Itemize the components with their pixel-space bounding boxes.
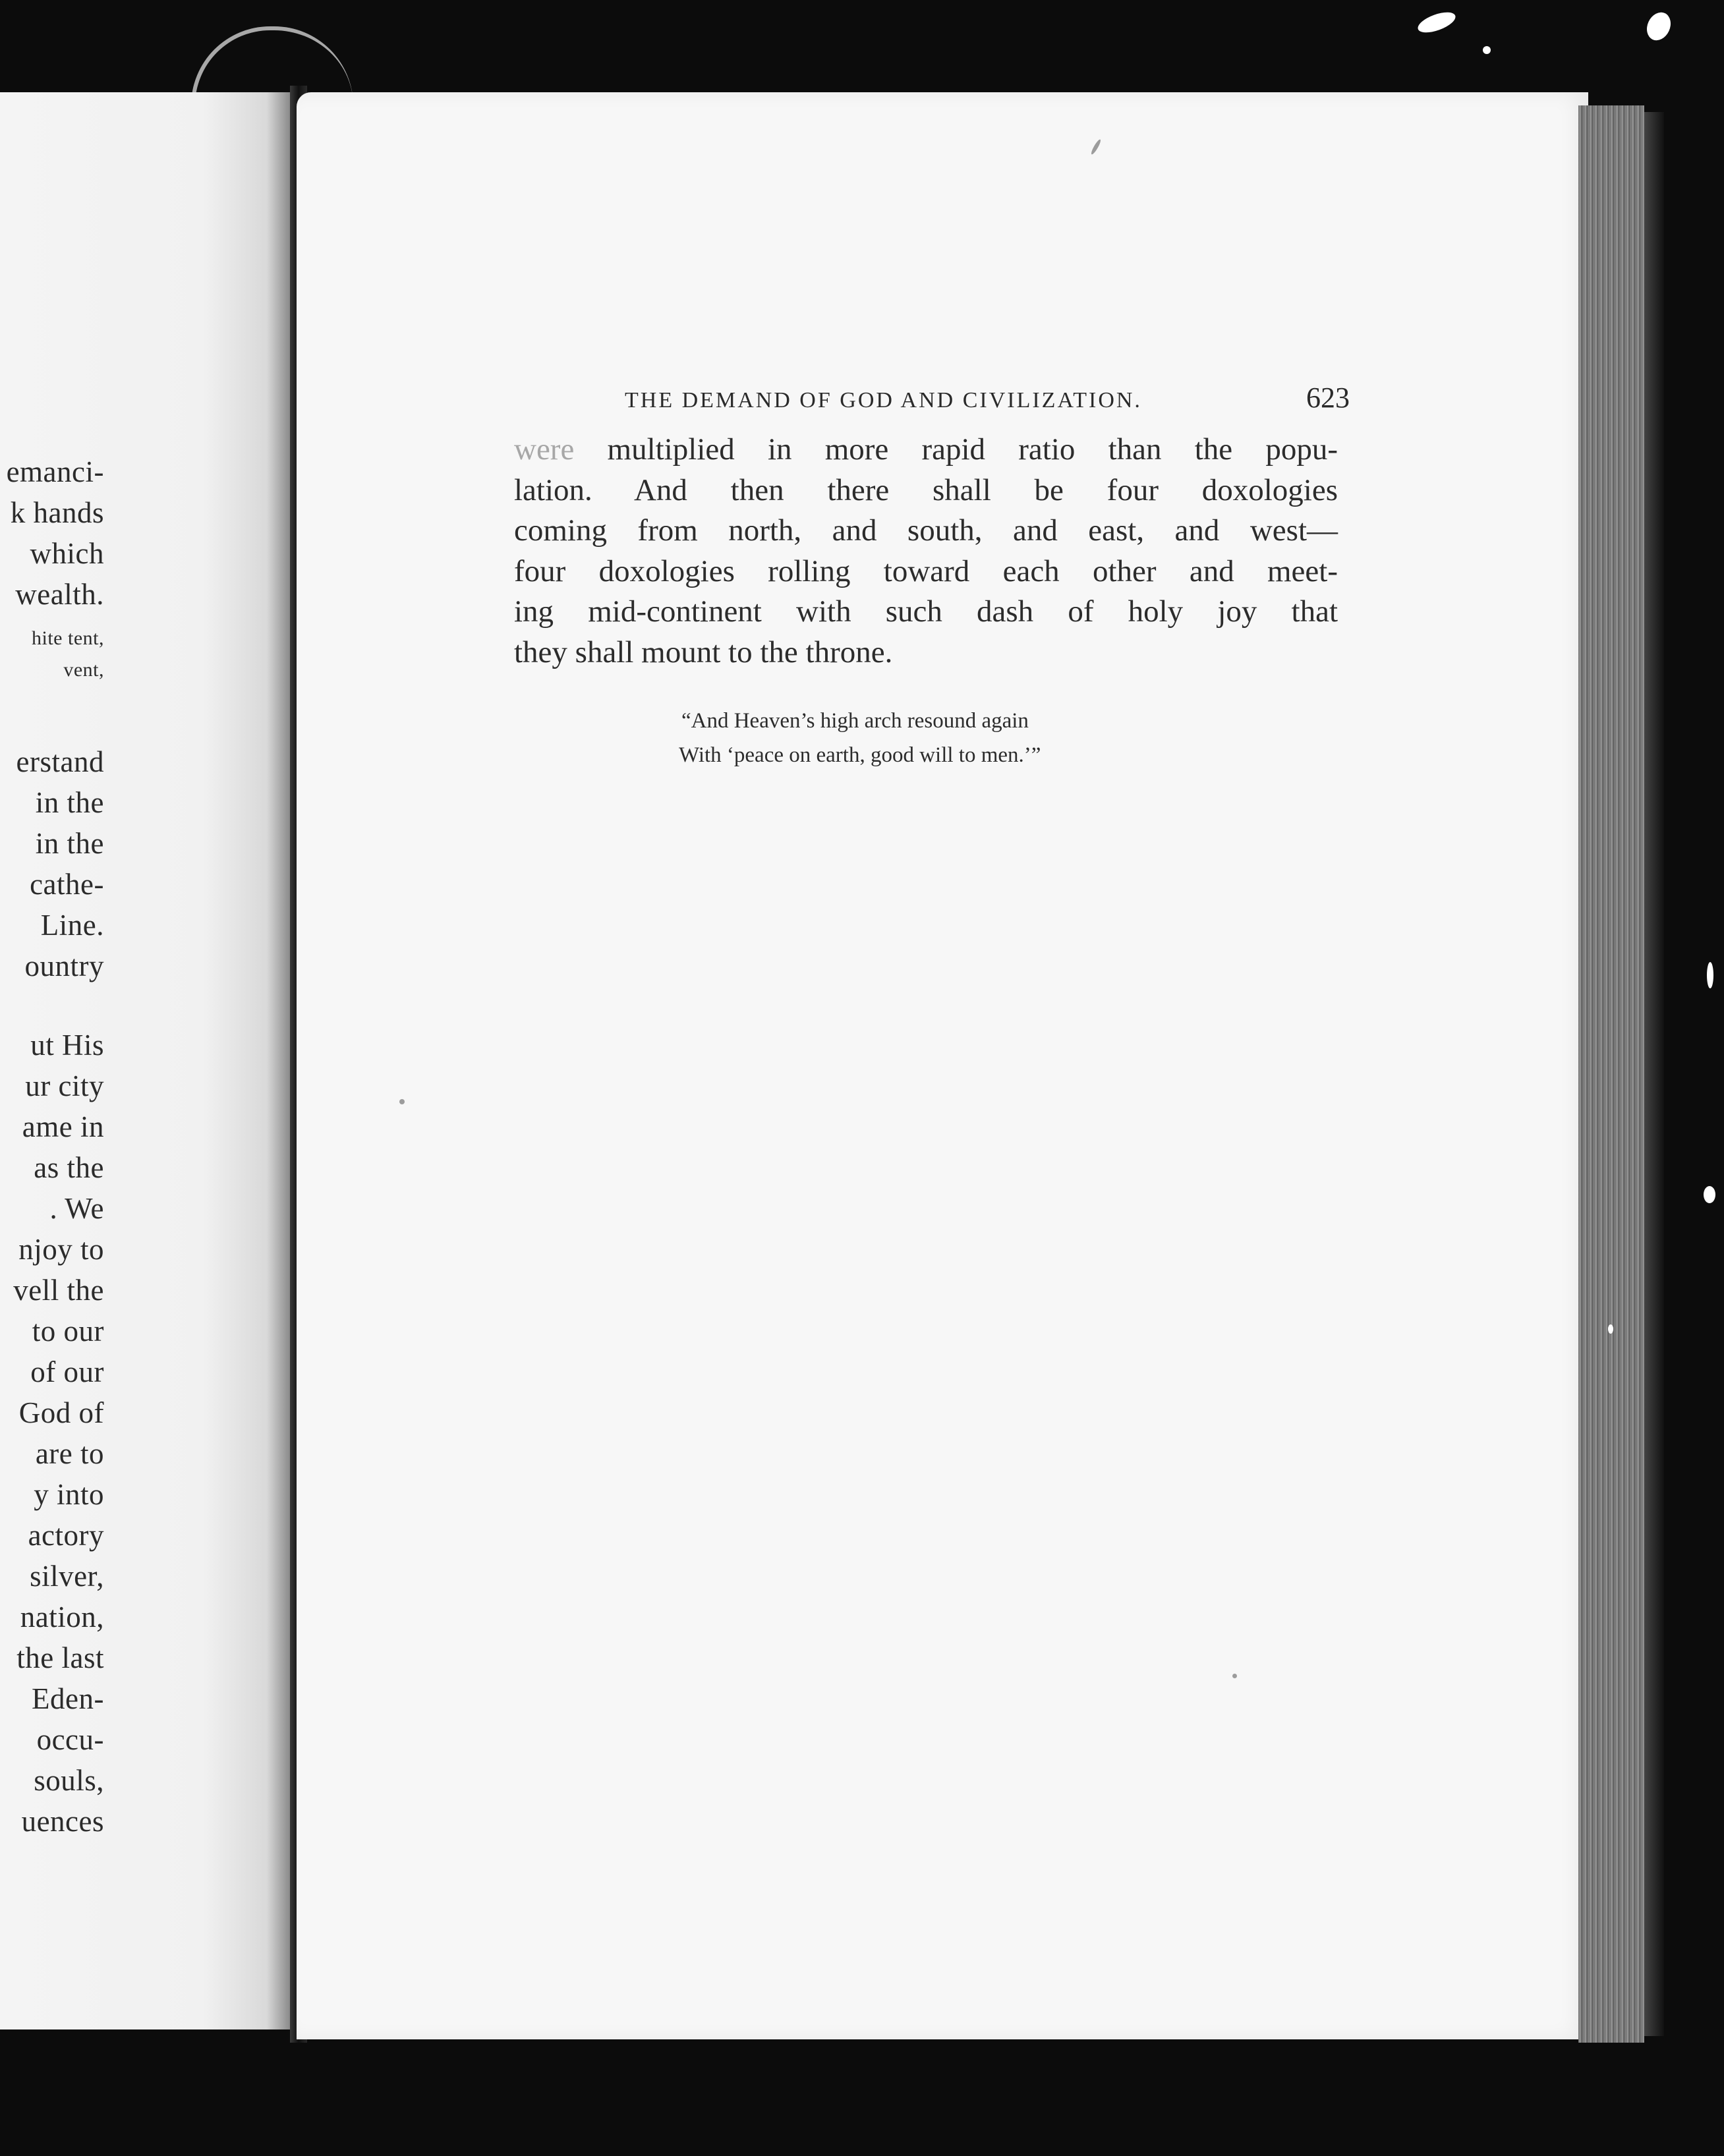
left-page-line: Eden-: [32, 1682, 104, 1715]
left-page-line: in the: [35, 786, 104, 819]
quote-line: With ‘peace on earth, good will to men.’”: [679, 743, 1041, 767]
body-line: [514, 430, 1338, 470]
faded-word: were: [514, 432, 575, 467]
body-line: they shall mount to the throne.: [514, 635, 893, 669]
left-page-line: occu-: [36, 1723, 104, 1756]
left-page-line: emanci-: [6, 455, 104, 488]
left-page-line: of our: [30, 1355, 104, 1388]
dust-speck: [1707, 962, 1713, 988]
body-line: lation. And then there shall be four doxologies: [514, 472, 1338, 507]
left-page-line: y into: [34, 1478, 104, 1511]
left-page: [0, 92, 290, 2029]
left-page-line: cathe-: [30, 868, 104, 901]
dust-speck: [1704, 1186, 1715, 1203]
page-number: 623: [1306, 382, 1350, 414]
dust-speck: [1232, 1674, 1237, 1678]
left-page-line: ur city: [25, 1069, 104, 1102]
left-page-line: silver,: [30, 1560, 104, 1593]
dust-speck: [1416, 8, 1458, 36]
left-page-line: erstand: [16, 745, 104, 778]
running-title: THE DEMAND OF GOD AND CIVILIZATION.: [625, 388, 1142, 412]
left-page-line: . We: [49, 1192, 104, 1225]
left-page-line: the last: [16, 1641, 104, 1674]
left-page-line: as the: [34, 1151, 104, 1184]
left-page-line: nation,: [20, 1601, 104, 1633]
body-line: four doxologies rolling toward each other and meet-: [514, 553, 1338, 588]
running-head: [625, 381, 1350, 414]
left-page-line: vent,: [63, 659, 104, 681]
left-page-line: ame in: [22, 1110, 104, 1143]
dust-speck: [399, 1099, 405, 1104]
left-page-line: vell the: [13, 1274, 104, 1307]
body-line: coming from north, and south, and east, and west—: [514, 513, 1338, 548]
left-page-line: Line.: [40, 909, 104, 942]
left-page-line: actory: [28, 1519, 104, 1552]
left-page-line: k hands: [10, 496, 104, 529]
body-line: ing mid-continent with such dash of holy joy that: [514, 594, 1338, 629]
page-edge-shadow: [1644, 112, 1664, 2036]
left-page-line: wealth.: [15, 578, 104, 611]
left-page-line: to our: [32, 1315, 104, 1348]
verse-quote: [679, 704, 1186, 772]
left-page-line: uences: [21, 1805, 104, 1838]
left-page-line: God of: [18, 1396, 104, 1429]
quote-line: “And Heaven’s high arch resound again: [681, 709, 1029, 733]
dust-speck: [1483, 46, 1491, 54]
left-page-line: are to: [35, 1437, 104, 1470]
left-page-line: ut His: [30, 1029, 104, 1062]
dust-speck: [1642, 9, 1675, 44]
left-page-line: in the: [35, 827, 104, 860]
page-edge: [1578, 105, 1644, 2043]
left-page-line: hite tent,: [32, 627, 104, 649]
left-page-line: souls,: [34, 1764, 104, 1797]
body-line-text: multiplied in more rapid ratio than the popu-: [574, 432, 1338, 467]
left-page-line: ountry: [24, 950, 104, 982]
left-page-line: njoy to: [18, 1233, 104, 1266]
dust-speck: [1608, 1324, 1613, 1334]
body-paragraph: [514, 430, 1338, 673]
left-page-line: which: [30, 537, 104, 570]
